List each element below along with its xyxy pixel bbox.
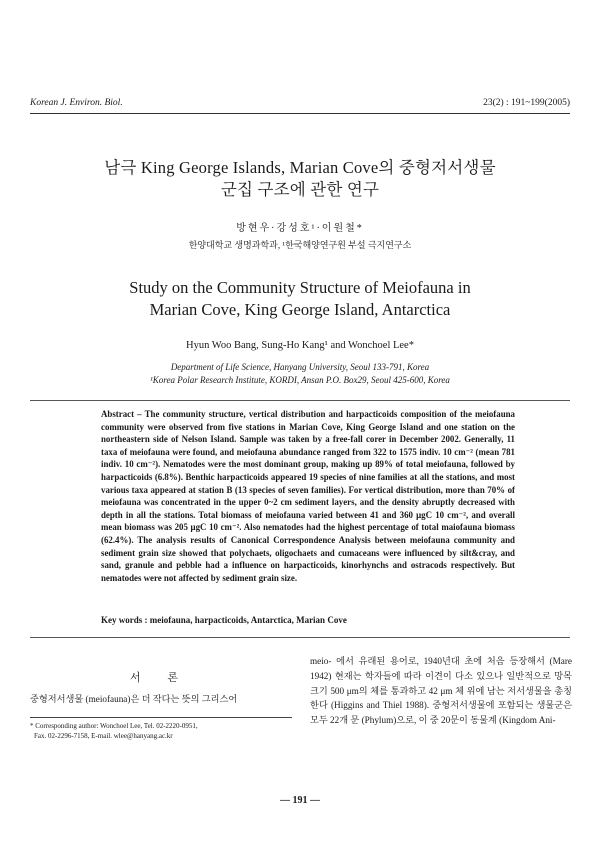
volume-pages: 23(2) : 191~199(2005) xyxy=(483,98,570,108)
footnote-line2: Fax. 02-2296-7158, E-mail. wlee@hanyang.ac.kr xyxy=(34,732,173,740)
title-english-line1: Study on the Community Structure of Meiofauna in xyxy=(129,278,471,297)
section-title-introduction: 서 론 xyxy=(129,672,190,684)
footnote-rule xyxy=(30,717,292,718)
intro-paragraph-left: 중형저서생물 (meiofauna)은 더 작다는 뜻의 그리스어 xyxy=(30,694,238,704)
abstract: Abstract – The community structure, vertical distribution and harpacticoids composition of the meiofauna community were observed from five stations in Marian Cove, King George Island and one station on the northeastern side of Nelson Island. Sample was taken by a free-fall corer in December 2002. Generally, 11 taxa of meiofauna were found, and meiofauna abundance ranged from 322 to 1575 indiv. 10 cm⁻² (mean 781 indiv. 10 cm⁻²). Nematodes were the most dominant group, making up 89% of total meiofauna, followed by harpacticoids (6.8%). Benthic harpacticoids appeared 19 species of nine families at all the stations, and most various taxa appeared at station B (13 species of seven families). For vertical distribution, more than 70% of meiofauna was concentrated in the upper 0~2 cm sediment layers, and the density abruptly decreased with depth in all the stations. Total biomass of meiofauna varied between 41 and 360 μgC 10 cm⁻², and overall mean biomass was 205 μgC 10 cm⁻². Also nematodes had the highest percentage of total maiofauna biomass (62.4%). The analysis results of Canonical Correspondence Analysis between meiofauna community and sediment grain size showed that polychaets, oligochaets and cumaceans were influenced by silt&cray, and sand, granule and pebble had a influence on harpacticoids, kinorhynchs and ostracods respectively. But nematodes were not affected by sediment grain size. xyxy=(101,409,515,583)
authors-korean: 방현우·강성호¹·이원철* xyxy=(236,223,364,234)
abstract-bottom-rule xyxy=(30,637,570,638)
keywords: Key words : meiofauna, harpacticoids, Antarctica, Marian Cove xyxy=(101,615,347,625)
page-number: — 191 — xyxy=(280,795,320,806)
affiliation-korean: 한양대학교 생명과학과, ¹한국해양연구원 부설 극지연구소 xyxy=(188,240,412,250)
intro-paragraph-right: meio- 에서 유래된 용어로, 1940년대 초에 처음 등장해서 (Mare 1942) 현재는 학자들에 따라 이견이 다소 있으나 일반적으로 망목 크기 500 μm의 체를 통과하고 42 μm 체 위에 남는 저서생물을 총칭한다 (Higgins and Thiel 1988). 중형저서생물에 포함되는 생물군은 모두 22개 문 (Phylum)으로, 이 중 20문이 동물계 (Kingdom Ani- xyxy=(310,656,572,726)
journal-name: Korean J. Environ. Biol. xyxy=(30,98,123,108)
title-korean-line2: 군집 구조에 관한 연구 xyxy=(220,180,380,199)
title-korean-line1: 남극 King George Islands, Marian Cove의 중형저서생물 xyxy=(104,158,496,177)
title-english-line2: Marian Cove, King George Island, Antarctica xyxy=(149,300,451,319)
abstract-top-rule xyxy=(30,400,570,401)
affiliation-english-line2: ¹Korea Polar Research Institute, KORDI, Ansan P.O. Box29, Seoul 425-600, Korea xyxy=(150,375,450,385)
running-header xyxy=(30,98,570,110)
authors-english: Hyun Woo Bang, Sung-Ho Kang¹ and Wonchoel Lee* xyxy=(186,340,414,351)
footnote-line1: * Corresponding author: Wonchoel Lee, Tel. 02-2220-0951, xyxy=(30,722,198,730)
header-rule xyxy=(30,113,570,114)
affiliation-english-line1: Department of Life Science, Hanyang University, Seoul 133-791, Korea xyxy=(170,362,430,372)
footnote xyxy=(30,721,300,741)
